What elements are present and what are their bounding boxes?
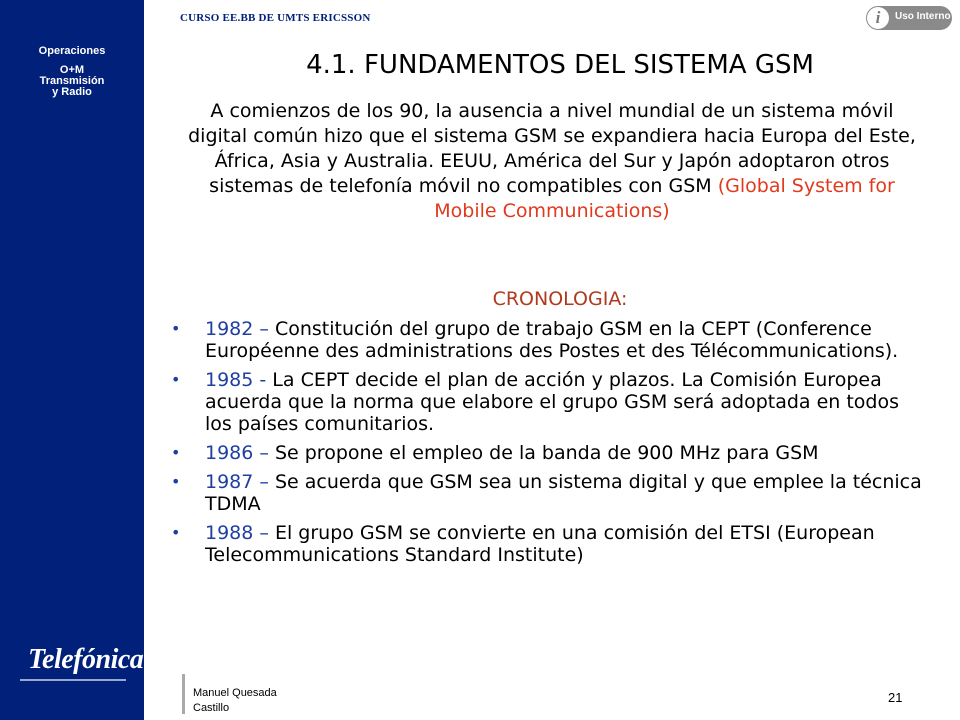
- bullet-icon: •: [171, 472, 181, 491]
- bullet-icon: •: [171, 443, 181, 462]
- event-text: Se propone el empleo de la banda de 900 MHz para GSM: [274, 442, 819, 464]
- intro-paragraph: [182, 99, 922, 224]
- event-text: Se acuerda que GSM sea un sistema digital y que emplee la técnica TDMA: [205, 471, 922, 515]
- bullet-icon: •: [171, 523, 181, 542]
- event-year: 1988 –: [205, 522, 275, 544]
- event-year: 1982 –: [205, 318, 275, 340]
- info-icon: i: [867, 7, 889, 29]
- event-text: Constitución del grupo de trabajo GSM en la CEPT (Conference Européenne des administrations des Postes et des Télécommunications).: [205, 318, 899, 362]
- chronology-heading: CRONOLOGIA:: [492, 288, 628, 310]
- list-item: [168, 442, 928, 464]
- slide-title: 4.1. FUNDAMENTOS DEL SISTEMA GSM: [306, 50, 814, 80]
- event-text: La CEPT decide el plan de acción y plazos. La Comisión Europea acuerda que la norma que elabore el grupo GSM será adoptada en todos los países comunitarios.: [205, 369, 900, 435]
- event-year: 1986 –: [205, 442, 275, 464]
- intro-highlight: (Global System for Mobile Communications): [434, 175, 895, 222]
- event-year: 1987 –: [205, 471, 275, 493]
- chronology-list: [168, 318, 928, 573]
- uso-interno-badge: [866, 6, 952, 30]
- intro-text: A comienzos de los 90, la ausencia a nivel mundial de un sistema móvil digital común hizo que el sistema GSM se expandiera hacia Europa del Este, África, Asia y Australia. EEUU, América del Sur y Japón adoptaron otros sistemas de telefonía móvil no compatibles con GSM: [188, 100, 916, 197]
- list-item: [168, 471, 928, 515]
- list-item: [168, 318, 928, 362]
- author: [193, 686, 277, 716]
- logo-underline: [20, 679, 126, 681]
- list-item: [168, 522, 928, 566]
- footer-divider: [182, 674, 185, 714]
- sidebar-title-line4: y Radio: [52, 86, 92, 98]
- logo-text: Telefónica: [28, 644, 144, 675]
- bullet-icon: •: [171, 370, 181, 389]
- badge-label: Uso Interno: [895, 11, 951, 22]
- course-header: CURSO EE.BB DE UMTS ERICSSON: [180, 12, 371, 24]
- bullet-icon: •: [171, 319, 181, 338]
- event-year: 1985 -: [205, 369, 273, 391]
- sidebar-title-line1: Operaciones: [38, 45, 106, 57]
- sidebar: [0, 0, 144, 720]
- sidebar-title-line2: O+M: [59, 64, 85, 76]
- sidebar-title-line3: Transmisión: [39, 75, 105, 87]
- telefonica-logo: [0, 632, 144, 688]
- author-line2: Castillo: [193, 702, 230, 714]
- list-item: [168, 369, 928, 435]
- author-line1: Manuel Quesada: [193, 687, 277, 699]
- page-number: 21: [888, 690, 903, 705]
- event-text: El grupo GSM se convierte en una comisión del ETSI (European Telecommunications Standard Institute): [205, 522, 875, 566]
